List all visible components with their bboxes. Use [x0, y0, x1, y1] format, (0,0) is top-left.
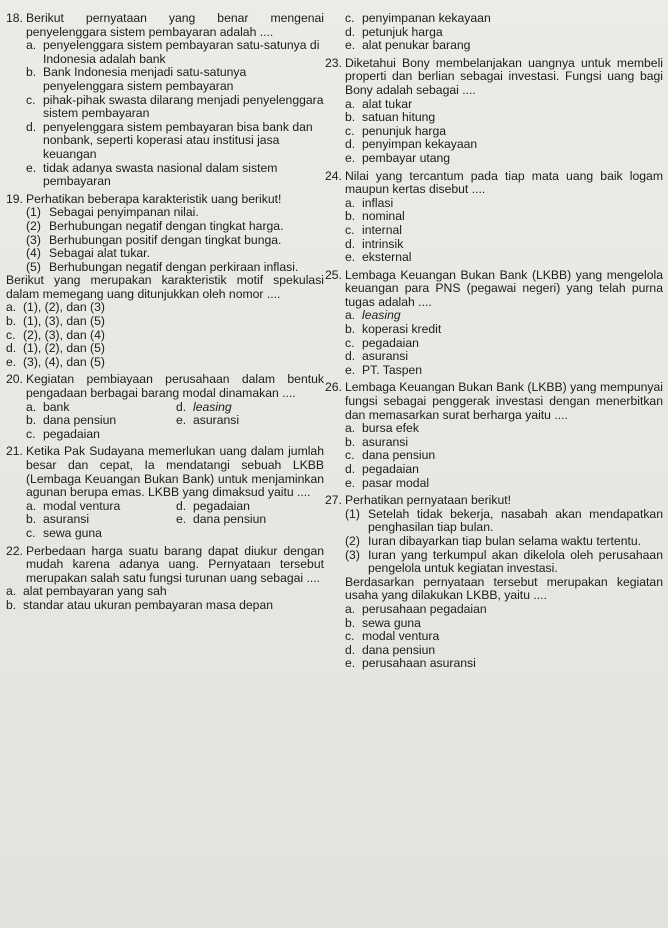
option-e[interactable]: e. pembayar utang: [345, 150, 451, 165]
question-text: Berikut pernyataan yang benar mengenai penyelenggara sistem pembayaran adalah ....: [26, 11, 324, 39]
option-d[interactable]: d. penyelenggara sistem pembayaran bisa bank dan nonbank, seperti koperasi atau institusi jasa keuangan: [26, 119, 313, 161]
question-text: Kegiatan pembiayaan perusahaan dalam bentuk pengadaan berbagai barang modal dinamakan ....: [26, 372, 324, 401]
option-c[interactable]: c. sewa guna: [26, 525, 102, 540]
statement-1: (1) Setelah tidak bekerja, nasabah akan mendapatkan penghasilan tiap bulan.: [345, 506, 663, 535]
option-b[interactable]: b. satuan hitung: [345, 110, 436, 125]
question-18-continued: [325, 12, 663, 53]
option-a[interactable]: a. penyelenggara sistem pembayaran satu-satunya di Indonesia adalah bank: [26, 38, 320, 66]
question-19: [6, 193, 324, 370]
question-text: Diketahui Bony membelanjakan uangnya untuk membeli properti dan berlian sebagai investasi. Fungsi uang bagi Bony adalah sebagai ....: [345, 55, 663, 97]
option-a[interactable]: a. bursa efek: [345, 421, 419, 436]
question-text: Ketika Pak Sudayana memerlukan uang dalam jumlah besar dan cepat, Ia mendatangi sebuah LKBB (Lembaga Keuangan Bukan Bank) untuk menjaminkan agunan berupa emas. LKBB yang dimaksud yaitu ....: [26, 444, 324, 500]
option-e[interactable]: e. alat penukar barang: [345, 38, 471, 53]
question-number: 18.: [6, 11, 23, 25]
question-23: [325, 57, 663, 166]
option-b[interactable]: b. Bank Indonesia menjadi satu-satunya penyelenggara sistem pembayaran: [26, 65, 247, 93]
option-c[interactable]: c. penunjuk harga: [345, 123, 447, 138]
option-c[interactable]: c. (2), (3), dan (4): [6, 327, 105, 342]
option-d[interactable]: d. penyimpan kekayaan: [345, 137, 478, 152]
question-number: 20.: [6, 372, 23, 387]
question-text: Perhatikan beberapa karakteristik uang berikut!: [26, 191, 282, 206]
option-a[interactable]: a. inflasi: [345, 195, 394, 210]
option-b[interactable]: b. standar atau ukuran pembayaran masa depan: [6, 597, 274, 612]
question-text: Lembaga Keuangan Bukan Bank (LKBB) yang mempunyai fungsi sebagai penggerak investasi dengan menerbitkan dan memasarkan surat berharga yaitu ....: [345, 380, 663, 422]
question-26: [325, 381, 663, 490]
statement-2: (2) Iuran dibayarkan tiap bulan selama waktu tertentu.: [345, 533, 642, 548]
option-a[interactable]: a. alat tukar: [345, 96, 413, 111]
question-number: 22.: [6, 543, 23, 558]
question-number: 24.: [325, 168, 342, 183]
option-c[interactable]: c. pegadaian: [26, 426, 100, 441]
option-e[interactable]: e. pasar modal: [345, 475, 430, 490]
option-e[interactable]: e. (3), (4), dan (5): [6, 354, 105, 369]
option-d[interactable]: d. petunjuk harga: [345, 24, 443, 39]
option-b[interactable]: b. nominal: [345, 209, 405, 224]
option-e[interactable]: e. perusahaan asuransi: [345, 656, 476, 671]
option-a[interactable]: a. bank: [26, 399, 70, 414]
question-22: [6, 545, 324, 613]
option-e[interactable]: e. tidak adanya swasta nasional dalam sistem pembayaran: [26, 160, 278, 189]
option-a[interactable]: a. leasing: [345, 308, 401, 323]
statement-1: (1) Sebagai penyimpanan nilai.: [26, 205, 199, 220]
option-c[interactable]: c. pihak-pihak swasta dilarang menjadi penyelenggara sistem pembayaran: [26, 92, 324, 121]
option-b[interactable]: b. (1), (3), dan (5): [6, 314, 105, 329]
option-e[interactable]: e. eksternal: [345, 250, 412, 265]
question-27: [325, 494, 663, 671]
option-d[interactable]: d. dana pensiun: [345, 642, 436, 657]
option-a[interactable]: a. modal ventura: [26, 498, 121, 513]
question-text: Lembaga Keuangan Bukan Bank (LKBB) yang mengelola keuangan para PNS (pegawai negeri) yang telah purna tugas adalah ....: [345, 267, 663, 309]
option-d[interactable]: d. asuransi: [345, 349, 409, 364]
option-c[interactable]: c. penyimpanan kekayaan: [345, 11, 491, 25]
option-a[interactable]: a. perusahaan pegadaian: [345, 601, 487, 616]
question-number: 25.: [325, 267, 342, 282]
option-d[interactable]: d. (1), (2), dan (5): [6, 341, 105, 356]
option-c[interactable]: c. modal ventura: [345, 629, 440, 644]
question-21: [6, 445, 324, 540]
option-b[interactable]: b. sewa guna: [345, 615, 421, 630]
option-c[interactable]: c. pegadaian: [345, 335, 419, 350]
option-c[interactable]: c. internal: [345, 222, 402, 237]
option-a[interactable]: a. alat pembayaran yang sah: [6, 584, 167, 599]
option-b[interactable]: b. asuransi: [345, 434, 409, 449]
question-24: [325, 170, 663, 265]
option-d[interactable]: d. leasing: [176, 399, 232, 414]
question-number: 23.: [325, 55, 342, 70]
statement-5: (5) Berhubungan negatif dengan perkiraan inflasi.: [26, 259, 299, 274]
question-number: 27.: [325, 493, 342, 508]
option-b[interactable]: b. koperasi kredit: [345, 322, 442, 337]
question-prompt: Berikut yang merupakan karakteristik motif spekulasi dalam memegang uang ditunjukkan oleh nomor ....: [6, 273, 324, 301]
question-number: 19.: [6, 191, 23, 206]
question-text: Nilai yang tercantum pada tiap mata uang baik logam maupun kertas disebut ....: [345, 168, 663, 197]
question-prompt: Berdasarkan pernyataan tersebut merupakan kegiatan usaha yang dilakukan LKBB, yaitu ....: [345, 574, 663, 603]
option-b[interactable]: b. dana pensiun: [26, 413, 117, 428]
option-e[interactable]: e. asuransi: [176, 413, 240, 428]
option-e[interactable]: e. dana pensiun: [176, 512, 267, 527]
option-c[interactable]: c. dana pensiun: [345, 448, 436, 463]
option-a[interactable]: a. (1), (2), dan (3): [6, 300, 105, 315]
option-d[interactable]: d. pegadaian: [345, 462, 419, 476]
option-e[interactable]: e. PT. Taspen: [345, 362, 423, 377]
statement-4: (4) Sebagai alat tukar.: [26, 246, 150, 261]
question-18: [6, 12, 324, 189]
option-b[interactable]: b. asuransi: [26, 512, 90, 527]
question-20: [6, 373, 324, 441]
statement-3: (3) Iuran yang terkumpul akan dikelola oleh perusahaan pengelola untuk kegiatan investasi.: [345, 547, 663, 576]
question-text: Perbedaan harga suatu barang dapat diukur dengan mudah karena adanya uang. Pernyataan tersebut merupakan salah satu fungsi turunan uang sebagai ....: [26, 543, 324, 585]
statement-3: (3) Berhubungan positif dengan tingkat bunga.: [26, 232, 282, 247]
statement-2: (2) Berhubungan negatif dengan tingkat harga.: [26, 218, 284, 233]
question-number: 21.: [6, 444, 23, 459]
question-number: 26.: [325, 380, 342, 395]
option-d[interactable]: d. intrinsik: [345, 236, 404, 251]
right-column: [325, 12, 663, 675]
question-25: [325, 269, 663, 378]
question-text: Perhatikan pernyataan berikut!: [345, 493, 511, 508]
option-d[interactable]: d. pegadaian: [176, 498, 250, 513]
left-column: [6, 12, 324, 617]
